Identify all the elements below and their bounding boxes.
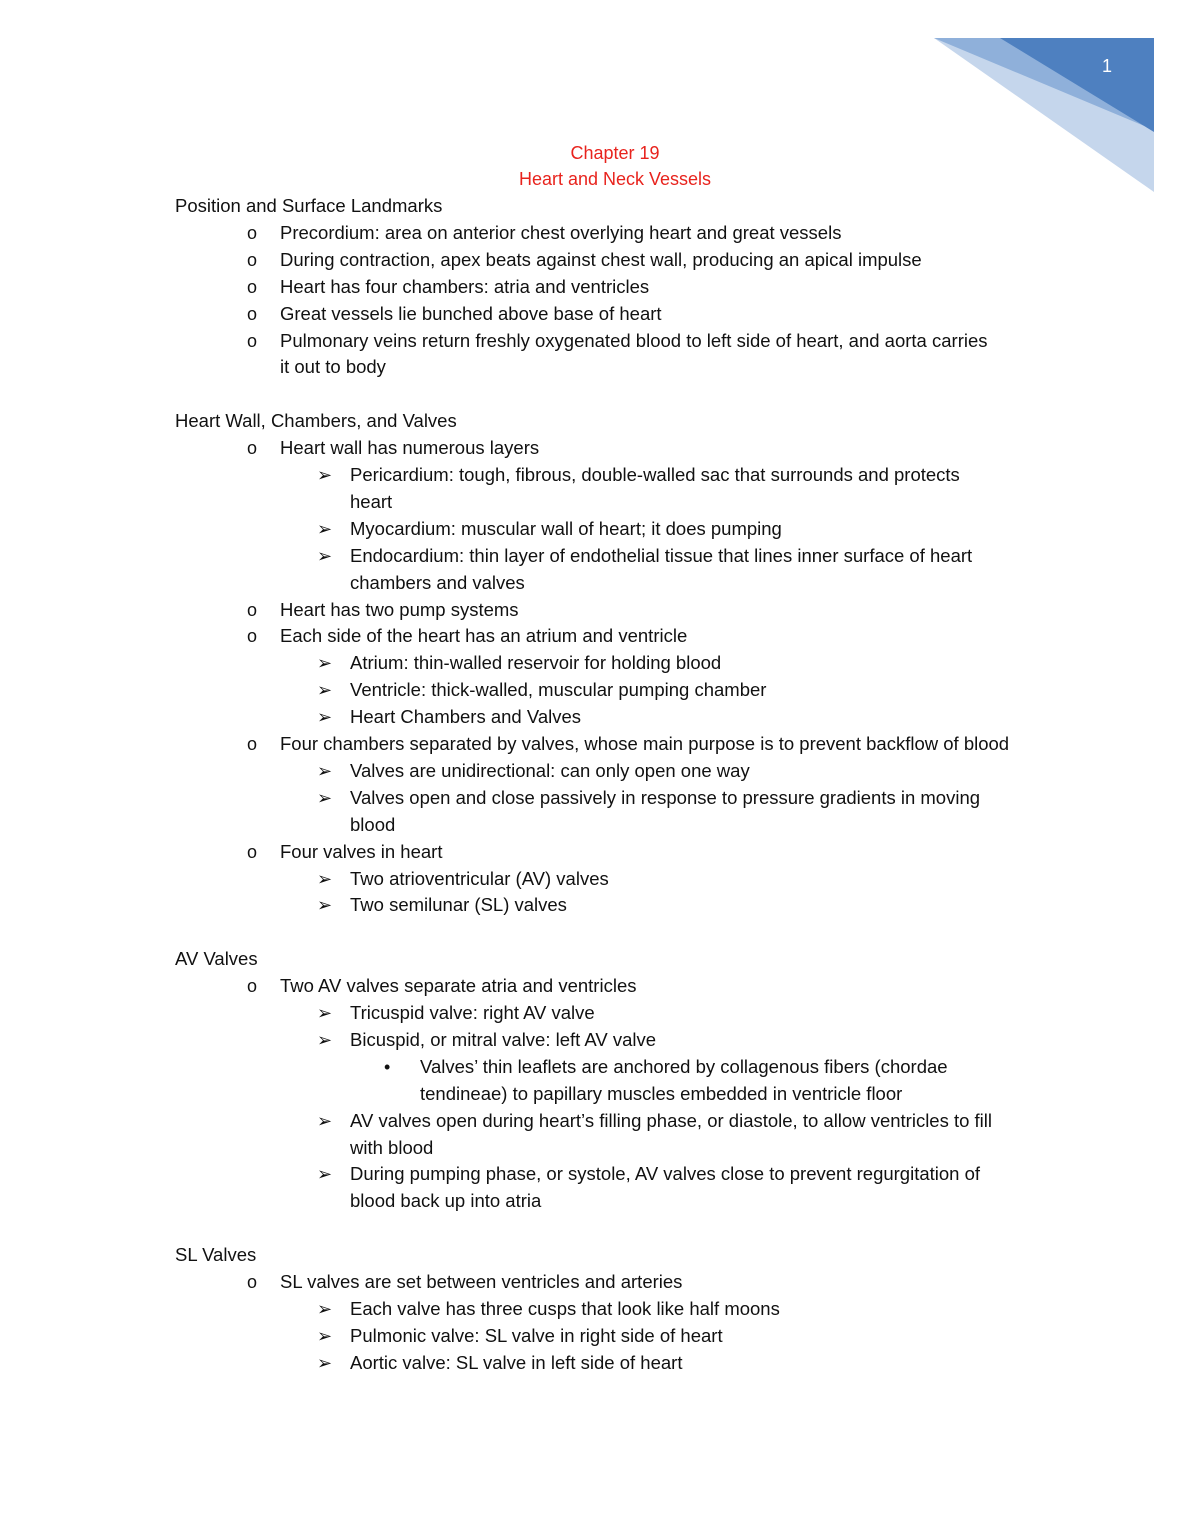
outline-item-text: Pulmonary veins return freshly oxygenated blood to left side of heart, and aorta carries bbox=[280, 329, 988, 351]
arrow-bullet: ➢ bbox=[317, 895, 333, 916]
circle-bullet: o bbox=[247, 303, 258, 324]
outline-item-text: Heart has four chambers: atria and ventricles bbox=[280, 275, 650, 297]
sub-item-text: blood bbox=[350, 813, 396, 835]
sub-item-text: with blood bbox=[350, 1136, 434, 1158]
section-heading: Position and Surface Landmarks bbox=[175, 195, 443, 216]
sub-item-text: Two atrioventricular (AV) valves bbox=[350, 867, 609, 889]
circle-bullet: o bbox=[247, 222, 258, 243]
outline-item-text: Each side of the heart has an atrium and ventricle bbox=[280, 625, 688, 647]
sub-item-text: Each valve has three cusps that look like half moons bbox=[350, 1297, 780, 1319]
page-number: 1 bbox=[1101, 56, 1112, 76]
arrow-bullet: ➢ bbox=[317, 680, 333, 701]
outline-item-text: Four chambers separated by valves, whose main purpose is to prevent backflow of blood bbox=[280, 733, 1010, 754]
arrow-bullet: ➢ bbox=[317, 1003, 333, 1023]
arrow-bullet: ➢ bbox=[317, 465, 333, 485]
sub-item-text: Heart Chambers and Valves bbox=[350, 706, 582, 728]
arrow-bullet: ➢ bbox=[317, 545, 333, 566]
sub-item-text: Atrium: thin-walled reservoir for holding blood bbox=[350, 652, 722, 674]
sub-item-text: Endocardium: thin layer of endothelial tissue that lines inner surface of heart bbox=[350, 544, 973, 566]
circle-bullet: o bbox=[247, 841, 258, 862]
arrow-bullet: ➢ bbox=[317, 1325, 333, 1346]
outline-item-text: SL valves are set between ventricles and arteries bbox=[280, 1271, 683, 1292]
arrow-bullet: ➢ bbox=[317, 1352, 333, 1373]
circle-bullet: o bbox=[247, 626, 258, 647]
sub-item-text: Valves are unidirectional: can only open one way bbox=[350, 759, 750, 781]
arrow-bullet: ➢ bbox=[317, 1298, 333, 1319]
outline-item-text: it out to body bbox=[280, 356, 386, 378]
outline-item-text: Precordium: area on anterior chest overlying heart and great vessels bbox=[280, 221, 842, 243]
circle-bullet: o bbox=[247, 276, 258, 297]
arrow-bullet: ➢ bbox=[317, 787, 333, 808]
circle-bullet: o bbox=[247, 734, 258, 754]
outline-item-text: During contraction, apex beats against chest wall, producing an apical impulse bbox=[280, 248, 922, 270]
circle-bullet: o bbox=[247, 1272, 258, 1292]
sub-item-text: Valves open and close passively in response to pressure gradients in moving bbox=[350, 786, 981, 808]
circle-bullet: o bbox=[247, 976, 258, 997]
outline-item-text: Two AV valves separate atria and ventricles bbox=[280, 975, 637, 997]
sub-item-text: Bicuspid, or mitral valve: left AV valve bbox=[350, 1028, 657, 1050]
arrow-bullet: ➢ bbox=[317, 1029, 333, 1050]
sub-item-text: blood back up into atria bbox=[350, 1190, 542, 1212]
chapter-subtitle: Heart and Neck Vessels bbox=[518, 169, 712, 189]
sub-item-text: Ventricle: thick-walled, muscular pumping chamber bbox=[350, 679, 767, 701]
sub-item-text: Pulmonic valve: SL valve in right side of heart bbox=[350, 1324, 723, 1346]
section-heading: AV Valves bbox=[175, 948, 258, 970]
sub-sub-item-text: Valves’ thin leaflets are anchored by collagenous fibers (chordae bbox=[420, 1055, 948, 1077]
sub-item-text: Tricuspid valve: right AV valve bbox=[350, 1002, 595, 1023]
dot-bullet: • bbox=[384, 1056, 391, 1077]
outline-item-text: Four valves in heart bbox=[280, 840, 443, 862]
outline-item-text: Heart wall has numerous layers bbox=[280, 437, 540, 459]
arrow-bullet: ➢ bbox=[317, 1110, 333, 1131]
arrow-bullet: ➢ bbox=[317, 1164, 333, 1185]
sub-item-text: Myocardium: muscular wall of heart; it does pumping bbox=[350, 517, 782, 539]
sub-sub-item-text: tendineae) to papillary muscles embedded in ventricle floor bbox=[420, 1082, 903, 1104]
sub-item-text: Two semilunar (SL) valves bbox=[350, 894, 567, 916]
chapter-title: Chapter 19 bbox=[570, 143, 660, 163]
circle-bullet: o bbox=[247, 599, 258, 620]
arrow-bullet: ➢ bbox=[317, 707, 333, 728]
section-heading: SL Valves bbox=[175, 1244, 257, 1266]
section-heading: Heart Wall, Chambers, and Valves bbox=[175, 410, 457, 432]
sub-item-text: Pericardium: tough, fibrous, double-walled sac that surrounds and protects bbox=[350, 464, 960, 485]
arrow-bullet: ➢ bbox=[317, 518, 333, 539]
sub-item-text: chambers and valves bbox=[350, 571, 525, 593]
circle-bullet: o bbox=[247, 330, 258, 351]
arrow-bullet: ➢ bbox=[317, 653, 333, 674]
sub-item-text: AV valves open during heart’s filling phase, or diastole, to allow ventricles to fill bbox=[350, 1109, 993, 1131]
arrow-bullet: ➢ bbox=[317, 760, 333, 781]
outline-item-text: Great vessels lie bunched above base of heart bbox=[280, 302, 662, 324]
sub-item-text: Aortic valve: SL valve in left side of heart bbox=[350, 1351, 683, 1373]
circle-bullet: o bbox=[247, 438, 258, 459]
sub-item-text: During pumping phase, or systole, AV valves close to prevent regurgitation of bbox=[350, 1163, 981, 1185]
arrow-bullet: ➢ bbox=[317, 868, 333, 889]
circle-bullet: o bbox=[247, 249, 258, 270]
sub-item-text: heart bbox=[350, 490, 393, 512]
outline-item-text: Heart has two pump systems bbox=[280, 598, 519, 620]
